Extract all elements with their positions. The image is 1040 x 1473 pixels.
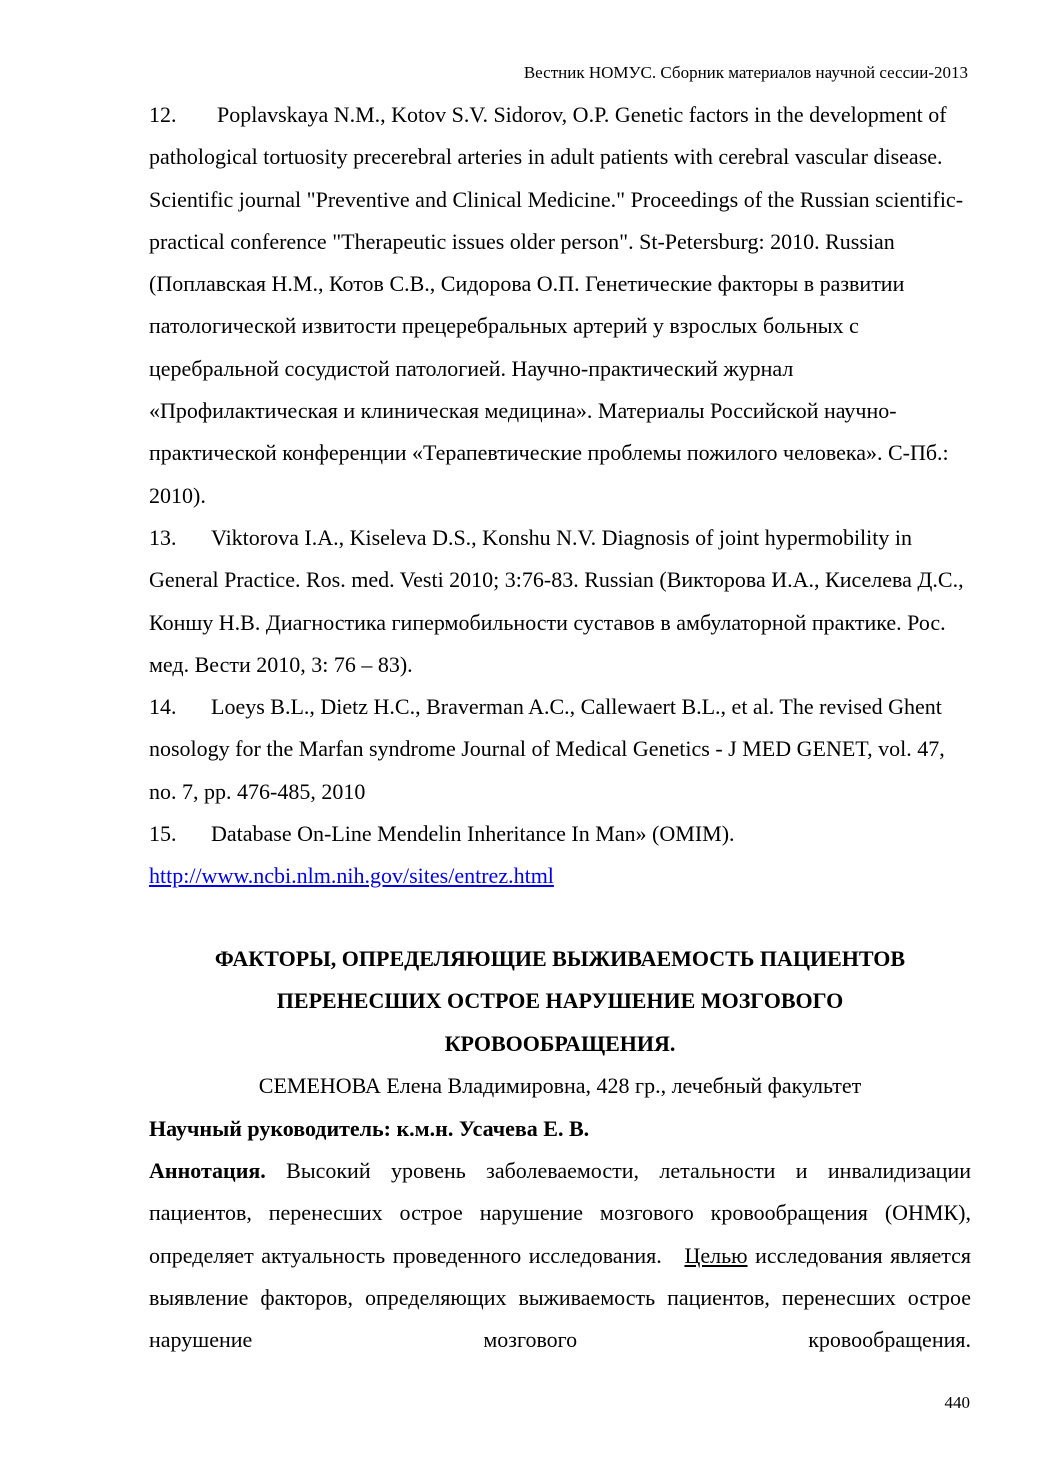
reference-item: [149, 517, 971, 686]
abstract-text: исследования является выявление факторов, определяющих выживаемость пациентов, перенесших острое нарушение мозгового кровообращения.: [149, 1242, 971, 1353]
title-line: КРОВООБРАЩЕНИЯ.: [444, 1030, 676, 1056]
reference-text: Poplavskaya N.M., Kotov S.V. Sidorov, O.P. Genetic factors in the development of pathological tortuosity precerebral arteries in adult patients with cerebral vascular disease. Scientific journal "Preventive and Clinical Medicine." Proceedings of the Russian scientific-practical conference "Therapeutic issues older person". St-Petersburg: 2010. Russian (Поплавская Н.М., Котов С.В., Сидорова О.П. Генетические факторы в развитии патологической извитости прецеребральных артерий у взрослых больных с церебральной сосудистой патологией. Научно-практический журнал «Профилактическая и клиническая медицина». Материалы Российской научно-практической конференции «Терапевтические проблемы пожилого человека». С-Пб.: 2010).: [149, 102, 964, 508]
running-header: Вестник НОМУС. Сборник материалов научной сессии-2013: [523, 63, 968, 82]
abstract-paragraph: [149, 1150, 971, 1361]
reference-number: 15.: [149, 821, 177, 847]
abstract-goal-word: Целью: [684, 1242, 748, 1268]
reference-item: [149, 813, 971, 898]
abstract-label: Аннотация.: [149, 1158, 266, 1183]
reference-text: Viktorova I.A., Kiseleva D.S., Konshu N.V. Diagnosis of joint hypermobility in General Practice. Ros. med. Vesti 2010; 3:76-83. Russian (Викторова И.А., Киселева Д.С., Коншу Н.В. Диагностика гипермобильности суставов в амбулаторной практике. Рос. мед. Вести 2010, 3: 76 – 83).: [149, 524, 964, 677]
reference-number: 12.: [149, 102, 177, 127]
abstract-text: Высокий уровень заболеваемости, летальности и инвалидизации пациентов, перенесших острое нарушение мозгового кровообращения (ОНМК), определяет актуальность проведенного исследования.: [149, 1158, 971, 1268]
page-number: 440: [944, 1393, 970, 1412]
reference-list: [149, 94, 971, 898]
article-authors: СЕМЕНОВА Елена Владимировна, 428 гр., лечебный факультет: [258, 1073, 862, 1098]
title-line: ПЕРЕНЕСШИХ ОСТРОЕ НАРУШЕНИЕ МОЗГОВОГО: [276, 988, 844, 1014]
reference-number: 14.: [149, 694, 177, 720]
scientific-supervisor: Научный руководитель: к.м.н. Усачева Е. В.: [149, 1116, 590, 1141]
reference-item: [149, 686, 971, 813]
reference-item: [149, 94, 971, 517]
reference-text: Database On-Line Mendelin Inheritance In Man» (OMIM).: [211, 821, 735, 847]
title-line: ФАКТОРЫ, ОПРЕДЕЛЯЮЩИЕ ВЫЖИВАЕМОСТЬ ПАЦИЕНТОВ: [214, 946, 906, 971]
reference-text: Loeys B.L., Dietz H.C., Braverman A.C., Callewaert B.L., et al. The revised Ghent nosology for the Marfan syndrome Journal of Medical Genetics - J MED GENET, vol. 47, no. 7, pp. 476-485, 2010: [149, 694, 945, 804]
reference-link[interactable]: http://www.ncbi.nlm.nih.gov/sites/entrez.html: [149, 863, 554, 889]
article-title: [149, 938, 971, 1065]
reference-number: 13.: [149, 524, 177, 550]
